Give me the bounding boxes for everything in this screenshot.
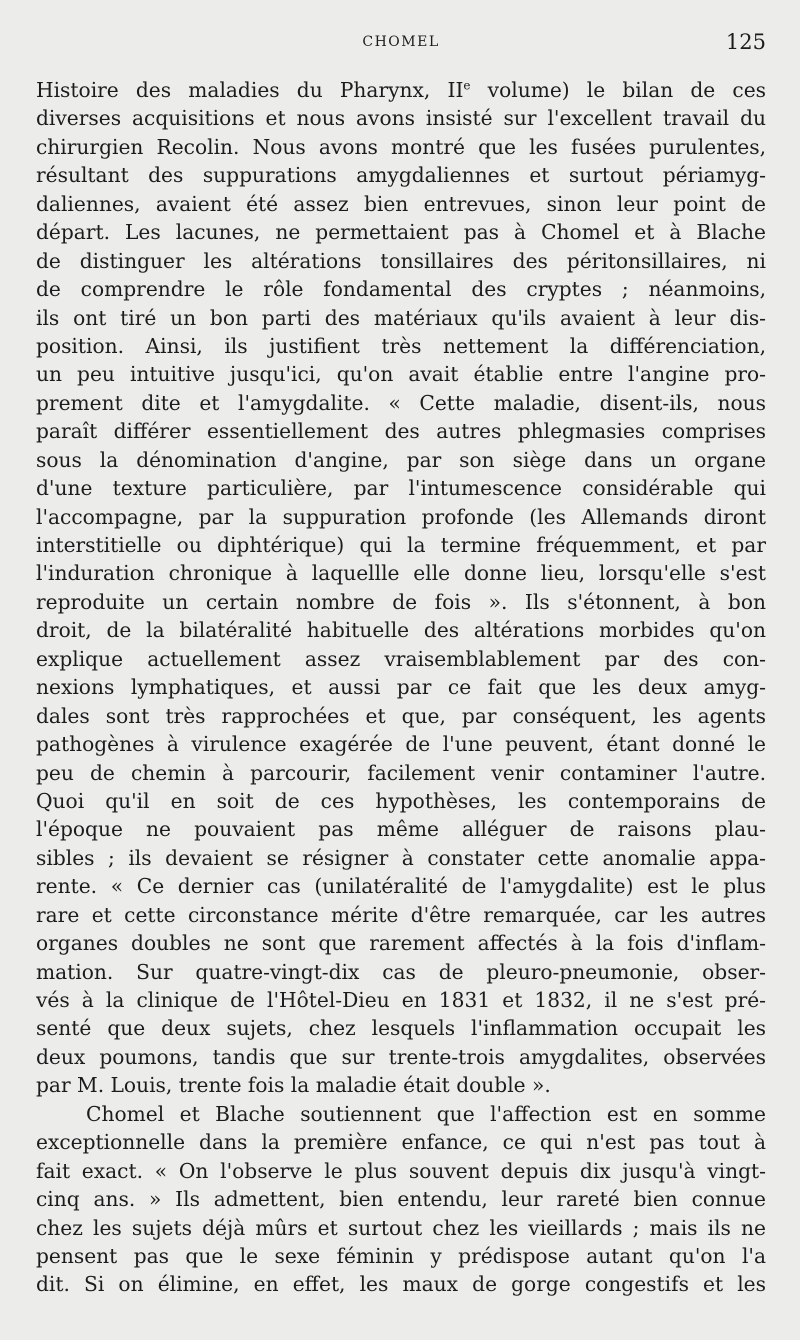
text-line: de comprendre le rôle fondamental des cryptes ; néanmoins, [36,277,766,302]
running-title: CHOMEL [362,34,440,50]
page-header [36,30,766,60]
text-line: départ. Les lacunes, ne permettaient pas à Chomel et à Blache [36,220,766,245]
text-line: diverses acquisitions et nous avons insisté sur l'excellent travail du [36,106,766,131]
text-line: deux poumons, tandis que sur trente-trois amygdalites, observées [36,1044,766,1069]
text-line-1-end: volume) le bilan de ces [470,78,766,102]
text-line: sibles ; ils devaient se résigner à constater cette anomalie appa- [36,845,766,870]
text-line: Quoi qu'il en soit de ces hypothèses, les contemporains de [36,788,766,813]
text-line: un peu intuitive jusqu'ici, qu'on avait établie entre l'angine pro- [36,362,766,387]
text-line: interstitielle ou diphtérique) qui la termine fréquemment, et par [36,533,766,557]
text-line: ils ont tiré un bon parti des matériaux qu'ils avaient à leur dis- [36,305,766,330]
text-line: dit. Si on élimine, en effet, les maux de gorge congestifs et les [36,1272,766,1297]
text-line: position. Ainsi, ils justifient très nettement la différenciation, [36,333,766,358]
text-line: chirurgien Recolin. Nous avons montré que les fusées purulentes, [36,134,766,159]
text-line: par M. Louis, trente fois la maladie était double ». [36,1073,551,1098]
text-line: vés à la clinique de l'Hôtel-Dieu en 1831 et 1832, il ne s'est pré- [36,988,766,1012]
text-line: résultant des suppurations amygdaliennes et surtout périamyg- [36,163,766,188]
text-line: peu de chemin à parcourir, facilement venir contaminer l'autre. [36,760,766,785]
text-line: fait exact. « On l'observe le plus souvent depuis dix jusqu'à vingt- [36,1158,766,1183]
text-line: d'une texture particulière, par l'intumescence considérable qui [36,476,766,501]
text-line: reproduite un certain nombre de fois ». Ils s'étonnent, à bon [36,589,766,614]
text-line: prement dite et l'amygdalite. « Cette maladie, disent-ils, nous [36,390,766,415]
volume-superscript: e [463,78,471,93]
text-line-1 [36,76,766,104]
body-text [36,76,766,1299]
text-line: sous la dénomination d'angine, par son siège dans un organe [36,447,766,472]
text-line: pensent pas que le sexe féminin y prédispose autant qu'on l'a [36,1243,766,1268]
text-line: droit, de la bilatéralité habituelle des altérations morbides qu'on [36,618,766,643]
text-line: nexions lymphatiques, et aussi par ce fait que les deux amyg- [36,675,766,700]
text-line: pathogènes à virulence exagérée de l'une peuvent, étant donné le [36,732,766,757]
text-line: rare et cette circonstance mérite d'être remarquée, car les autres [36,902,766,927]
text-line: exceptionnelle dans la première enfance, ce qui n'est pas tout à [36,1130,766,1155]
text-line: Chomel et Blache soutiennent que l'affection est en somme [86,1101,766,1126]
paragraph-2 [36,1100,766,1299]
page-number: 125 [725,30,766,54]
text-line: organes doubles ne sont que rarement affectés à la fois d'inflam- [36,931,766,956]
text-line: rente. « Ce dernier cas (unilatéralité de l'amygdalite) est le plus [36,874,766,899]
text-line: explique actuellement assez vraisemblablement par des con- [36,646,766,671]
text-line: daliennes, avaient été assez bien entrevues, sinon leur point de [36,191,766,216]
text-line: mation. Sur quatre-vingt-dix cas de pleuro-pneumonie, obser- [36,959,766,984]
text-line: chez les sujets déjà mûrs et surtout chez les vieillards ; mais ils ne [36,1215,766,1240]
paragraph-1 [36,76,766,1100]
text-line: l'époque ne pouvaient pas même alléguer de raisons plau- [36,817,766,842]
text-line: cinq ans. » Ils admettent, bien entendu, leur rareté bien connue [36,1187,766,1212]
text-line: l'accompagne, par la suppuration profonde (les Allemands diront [36,504,766,529]
text-line: senté que deux sujets, chez lesquels l'inflammation occupait les [36,1016,766,1041]
text-line: dales sont très rapprochées et que, par conséquent, les agents [36,703,766,728]
text-line: l'induration chronique à laquellle elle donne lieu, lorsqu'elle s'est [36,561,766,586]
text-line: de distinguer les altérations tonsillaires des péritonsillaires, ni [36,248,766,273]
text-line-1-start: Histoire des maladies du Pharynx, II [36,78,464,102]
text-line: paraît différer essentiellement des autres phlegmasies comprises [36,419,766,444]
